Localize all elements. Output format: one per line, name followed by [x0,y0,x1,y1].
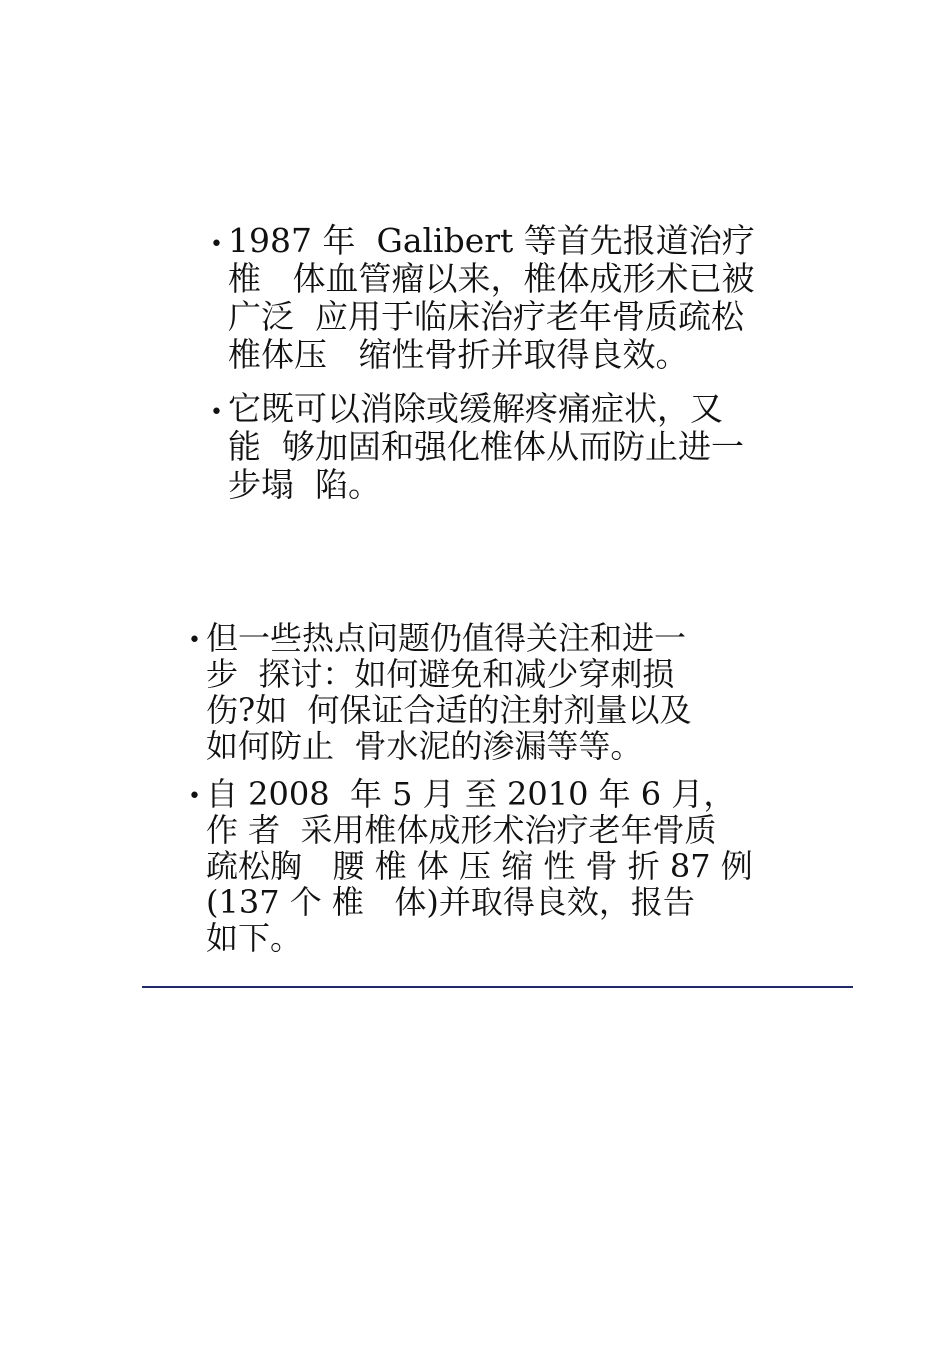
text-line: 1987 年 Galibert 等首先报道治疗 [228,221,755,260]
bullet-icon: • [210,232,223,257]
text-line: 如何防止 骨水泥的渗漏等等。 [206,727,643,765]
bullet-icon: • [210,400,223,425]
text-line: 疏松胸 腰 椎 体 压 缩 性 骨 折 87 例 [206,847,753,885]
text-line: 步塌 陷。 [228,465,381,504]
list-item [210,222,850,374]
text-line: 自 2008 年 5 月 至 2010 年 6 月， [206,775,736,813]
text-line: 能 够加固和强化椎体从而防止进一 [228,427,744,466]
text-line: 作 者 采用椎体成形术治疗老年骨质 [206,811,717,849]
bullet-icon: • [188,784,201,809]
text-line: 椎体压 缩性骨折并取得良效。 [228,335,689,374]
text-line: 广泛 应用于临床治疗老年骨质疏松 [228,297,744,336]
text-line: 它既可以消除或缓解疼痛症状，又 [228,389,723,428]
list-item [210,390,850,504]
top-bullet-list [210,222,850,504]
text-line: 椎 体血管瘤以来，椎体成形术已被 [228,259,755,298]
list-item [188,620,828,764]
text-line: 步 探讨：如何避免和减少穿刺损 [206,655,675,693]
text-line: 但一些热点问题仍值得关注和进一 [206,619,687,657]
bottom-bullet-list [188,620,828,956]
text-line: 如下。 [206,919,303,957]
text-line: (137 个 椎 体)并取得良效，报告 [206,883,695,921]
text-line: 伤?如 何保证合适的注射剂量以及 [206,691,692,729]
list-item [188,776,828,956]
bullet-icon: • [188,628,201,653]
section-divider [142,986,853,988]
